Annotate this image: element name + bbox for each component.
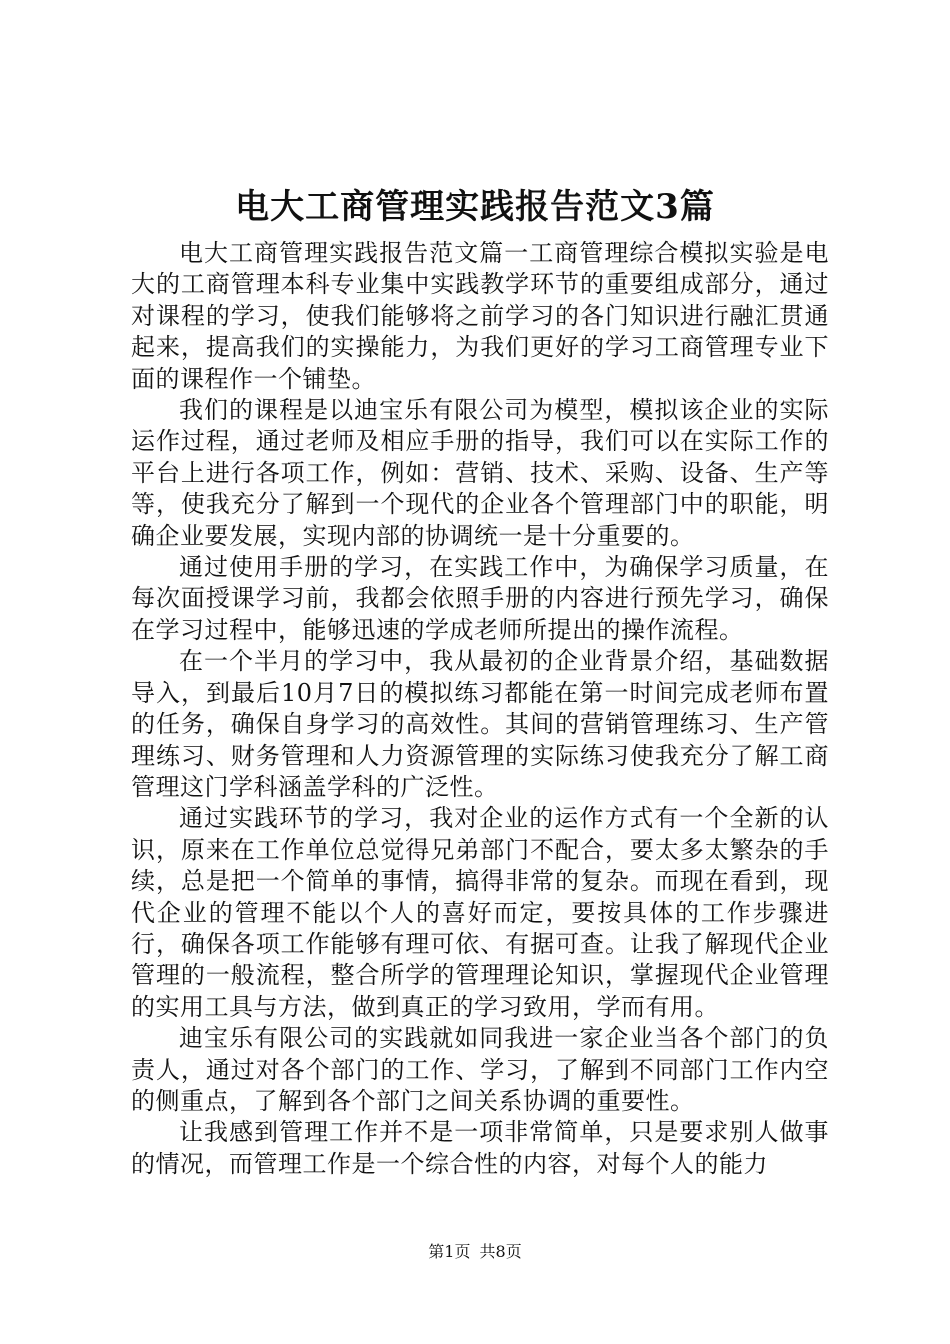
paragraph-5: 通过实践环节的学习，我对企业的运作方式有一个全新的认识，原来在工作单位总觉得兄弟部门不配合，要太多太繁杂的手续，总是把一个简单的事情，搞得非常的复杂。而现在看到，现代企业的管理不能以个人的喜好而定，要按具体的工作步骤进行，确保各项工作能够有理可依、有据可查。让我了解现代企业管理的一般流程，整合所学的管理理论知识，掌握现代企业管理的实用工具与方法，做到真正的学习致用，学而有用。 <box>131 804 829 1021</box>
paragraph-4: 在一个半月的学习中，我从最初的企业背景介绍，基础数据导入，到最后10月7日的模拟练习都能在第一时间完成老师布置的任务，确保自身学习的高效性。其间的营销管理练习、生产管理练习、财务管理和人力资源管理的实际练习使我充分了解工商管理这门学科涵盖学科的广泛性。 <box>131 647 829 801</box>
page-number: 第1页 <box>428 1242 471 1261</box>
paragraph-2: 我们的课程是以迪宝乐有限公司为模型，模拟该企业的实际运作过程，通过老师及相应手册的指导，我们可以在实际工作的平台上进行各项工作，例如：营销、技术、采购、设备、生产等等，使我充分了解到一个现代的企业各个管理部门中的职能，明确企业要发展，实现内部的协调统一是十分重要的。 <box>131 396 829 550</box>
paragraph-7: 让我感到管理工作并不是一项非常简单，只是要求别人做事的情况，而管理工作是一个综合性的内容，对每个人的能力 <box>131 1118 829 1178</box>
document-body <box>131 238 829 1180</box>
document-title: 电大工商管理实践报告范文3篇 <box>235 187 715 227</box>
paragraph-1: 电大工商管理实践报告范文篇一工商管理综合模拟实验是电大的工商管理本科专业集中实践教学环节的重要组成部分，通过对课程的学习，使我们能够将之前学习的各门知识进行融汇贯通起来，提高我们的实操能力，为我们更好的学习工商管理专业下面的课程作一个铺垫。 <box>131 239 829 393</box>
page-total: 共8页 <box>479 1242 522 1261</box>
paragraph-6: 迪宝乐有限公司的实践就如同我进一家企业当各个部门的负责人，通过对各个部门的工作、学习，了解到不同部门工作内空的侧重点，了解到各个部门之间关系协调的重要性。 <box>131 1024 829 1115</box>
page-footer <box>0 1241 950 1263</box>
paragraph-3: 通过使用手册的学习，在实践工作中，为确保学习质量，在每次面授课学习前，我都会依照手册的内容进行预先学习，确保在学习过程中，能够迅速的学成老师所提出的操作流程。 <box>131 553 829 644</box>
